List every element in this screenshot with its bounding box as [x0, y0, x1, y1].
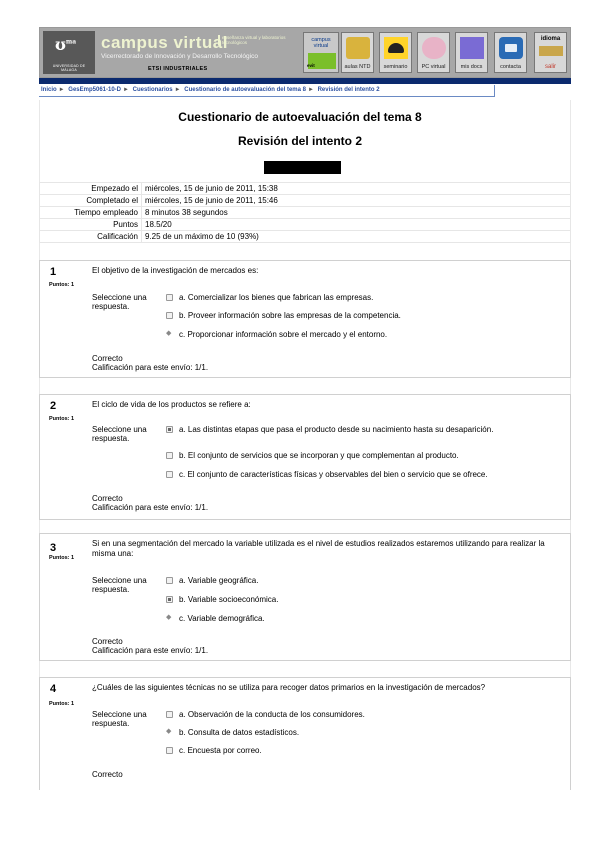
- nav-label: seminario: [383, 64, 408, 70]
- feedback-result: Correcto: [92, 637, 123, 646]
- university-logo[interactable]: [43, 31, 95, 74]
- question-text: El ciclo de vida de los productos se refiere a:: [92, 400, 251, 409]
- app-title[interactable]: campus virtual: [101, 33, 228, 52]
- select-answer-label: Seleccione una respuesta.: [92, 293, 147, 311]
- question-1: [39, 260, 571, 378]
- option-label: a. Observación de la conducta de los consumidores.: [179, 710, 365, 719]
- nav-idioma-salir: [534, 32, 567, 73]
- nav-label: mis docs: [460, 64, 483, 70]
- radio-button[interactable]: [166, 615, 173, 622]
- radio-button[interactable]: [166, 471, 173, 478]
- question-number: 1: [50, 266, 57, 278]
- option-label: b. Proveer información sobre las empresas de la competencia.: [179, 311, 401, 320]
- page-subtitle: Revisión del intento 2: [237, 134, 363, 148]
- radio-button-selected[interactable]: [166, 331, 173, 338]
- breadcrumb-quizzes[interactable]: Cuestionarios: [132, 87, 173, 93]
- summary-row: [40, 231, 571, 243]
- select-answer-label: Seleccione una respuesta.: [92, 576, 147, 594]
- breadcrumb-course[interactable]: GesEmp5061-10-D: [68, 87, 121, 93]
- select-answer-label: Seleccione una respuesta.: [92, 710, 147, 728]
- option-label: c. Encuesta por correo.: [179, 746, 262, 755]
- question-text: Si en una segmentación del mercado la variable utilizada es el nivel de estudios realizados estaremos utilizando para realizar la misma una:: [92, 539, 545, 558]
- answer-option-c[interactable]: [166, 330, 546, 340]
- nav-label: aulas NTD: [344, 64, 371, 70]
- summary-value: 9.25 de un máximo de 10 (93%): [142, 231, 571, 243]
- summary-key: Puntos: [40, 219, 142, 231]
- logout-button[interactable]: salir: [544, 64, 556, 70]
- question-4: [39, 677, 571, 790]
- language-flag-icon: [539, 46, 563, 56]
- breadcrumb-separator-icon: ►: [174, 87, 181, 93]
- feedback-result: Correcto: [92, 354, 123, 363]
- answer-option-b[interactable]: [166, 728, 546, 738]
- nav-label: PC virtual: [421, 64, 446, 70]
- question-text: ¿Cuáles de las siguientes técnicas no se utiliza para recoger datos primarios en la investigación de mercados?: [92, 683, 486, 692]
- summary-value: 8 minutos 38 segundos: [142, 207, 571, 219]
- option-label: a. Comercializar los bienes que fabrican las empresas.: [179, 293, 374, 302]
- option-label: a. Variable geográfica.: [179, 576, 259, 585]
- question-text: El objetivo de la investigación de mercados es:: [92, 266, 259, 275]
- answer-option-b[interactable]: [166, 311, 546, 321]
- university-name: UNIVERSIDAD DE MÁLAGA: [52, 64, 86, 72]
- question-number: 3: [50, 542, 57, 554]
- page-title: Cuestionario de autoevaluación del tema 8: [178, 110, 422, 124]
- question-points: Puntos: 1: [49, 555, 75, 561]
- nav-label: contacta: [500, 64, 521, 70]
- breadcrumb-current: Revisión del intento 2: [317, 87, 380, 93]
- option-label: a. Las distintas etapas que pasa el producto desde su nacimiento hasta su desaparición.: [179, 425, 494, 434]
- radio-button[interactable]: [166, 577, 173, 584]
- question-number: 2: [50, 400, 57, 412]
- option-label: c. El conjunto de características físicas y observables del bien o servicio que se ofrece.: [179, 470, 488, 479]
- option-label: b. Variable socioeconómica.: [179, 595, 279, 604]
- header-divider: [39, 78, 571, 84]
- feedback-grade: Calificación para este envío: 1/1.: [92, 646, 209, 655]
- site-header: [39, 27, 571, 78]
- app-subtitle: Vicerrectorado de Innovación y Desarrollo Tecnológico: [101, 53, 258, 60]
- breadcrumb: [39, 85, 495, 97]
- breadcrumb-quiz[interactable]: Cuestionario de autoevaluación del tema 8: [184, 87, 306, 93]
- answer-option-c[interactable]: [166, 746, 546, 756]
- nav-mis-docs[interactable]: [455, 32, 488, 73]
- language-button[interactable]: idioma: [540, 36, 561, 42]
- nav-campus-virtual[interactable]: [303, 32, 339, 73]
- summary-value: miércoles, 15 de junio de 2011, 15:38: [142, 183, 571, 195]
- classroom-icon: [346, 37, 370, 59]
- attempt-summary-table: [39, 182, 571, 243]
- question-number: 4: [50, 683, 57, 695]
- question-points: Puntos: 1: [49, 701, 75, 707]
- answer-option-b[interactable]: [166, 595, 546, 605]
- feedback-result: Correcto: [92, 494, 123, 503]
- option-label: b. Consulta de datos estadísticos.: [179, 728, 300, 737]
- radio-button-selected[interactable]: [166, 426, 173, 433]
- answer-option-a[interactable]: [166, 576, 546, 586]
- nav-cv-label: campus virtual: [311, 37, 331, 49]
- radio-button[interactable]: [166, 747, 173, 754]
- radio-button-selected[interactable]: [166, 729, 173, 736]
- question-points: Puntos: 1: [49, 416, 75, 422]
- radio-button[interactable]: [166, 711, 173, 718]
- nav-cv-evit-label: evit: [307, 63, 315, 68]
- radio-button[interactable]: [166, 294, 173, 301]
- nav-contacta[interactable]: [494, 32, 527, 73]
- summary-key: Completado el: [40, 195, 142, 207]
- app-tagline: enseñanza virtual y laboratorios tecnológicos: [218, 35, 288, 45]
- summary-row: [40, 219, 571, 231]
- select-answer-label: Seleccione una respuesta.: [92, 425, 147, 443]
- answer-option-b[interactable]: [166, 451, 546, 461]
- breadcrumb-separator-icon: ►: [58, 87, 65, 93]
- summary-row: [40, 183, 571, 195]
- breadcrumb-separator-icon: ►: [307, 87, 314, 93]
- feedback-result: Correcto: [92, 770, 123, 779]
- uma-mark: ʊ$^{ma}$: [55, 35, 77, 54]
- pc-icon: [422, 37, 446, 59]
- answer-option-c[interactable]: [166, 614, 546, 624]
- summary-value: miércoles, 15 de junio de 2011, 15:46: [142, 195, 571, 207]
- option-label: c. Proporcionar información sobre el mercado y el entorno.: [179, 330, 388, 339]
- feedback-grade: Calificación para este envío: 1/1.: [92, 363, 209, 372]
- question-2: [39, 394, 571, 520]
- option-label: b. El conjunto de servicios que se incorporan y que complementan al producto.: [179, 451, 459, 460]
- summary-value: 18.5/20: [142, 219, 571, 231]
- answer-option-a[interactable]: [166, 710, 546, 720]
- contact-icon: [499, 37, 523, 59]
- summary-key: Calificación: [40, 231, 142, 243]
- radio-button[interactable]: [166, 312, 173, 319]
- breadcrumb-home[interactable]: Inicio: [41, 87, 57, 93]
- answer-option-a[interactable]: [166, 293, 546, 303]
- nav-pc-virtual[interactable]: [417, 32, 450, 73]
- summary-key: Tiempo empleado: [40, 207, 142, 219]
- documents-icon: [460, 37, 484, 59]
- nav-seminario[interactable]: [379, 32, 412, 73]
- answer-option-c[interactable]: [166, 470, 546, 480]
- answer-option-a[interactable]: [166, 425, 506, 435]
- question-3: [39, 533, 571, 661]
- redacted-user-name: [264, 161, 341, 174]
- breadcrumb-separator-icon: ►: [123, 87, 129, 93]
- feedback-grade: Calificación para este envío: 1/1.: [92, 503, 209, 512]
- summary-key: Empezado el: [40, 183, 142, 195]
- radio-button-selected[interactable]: [166, 596, 173, 603]
- school-name: ETSI INDUSTRIALES: [148, 66, 208, 72]
- summary-row: [40, 207, 571, 219]
- nav-aulas-ntd[interactable]: [341, 32, 374, 73]
- option-label: c. Variable demográfica.: [179, 614, 265, 623]
- seminar-icon: [384, 37, 408, 59]
- radio-button[interactable]: [166, 452, 173, 459]
- summary-row: [40, 195, 571, 207]
- question-points: Puntos: 1: [49, 282, 75, 288]
